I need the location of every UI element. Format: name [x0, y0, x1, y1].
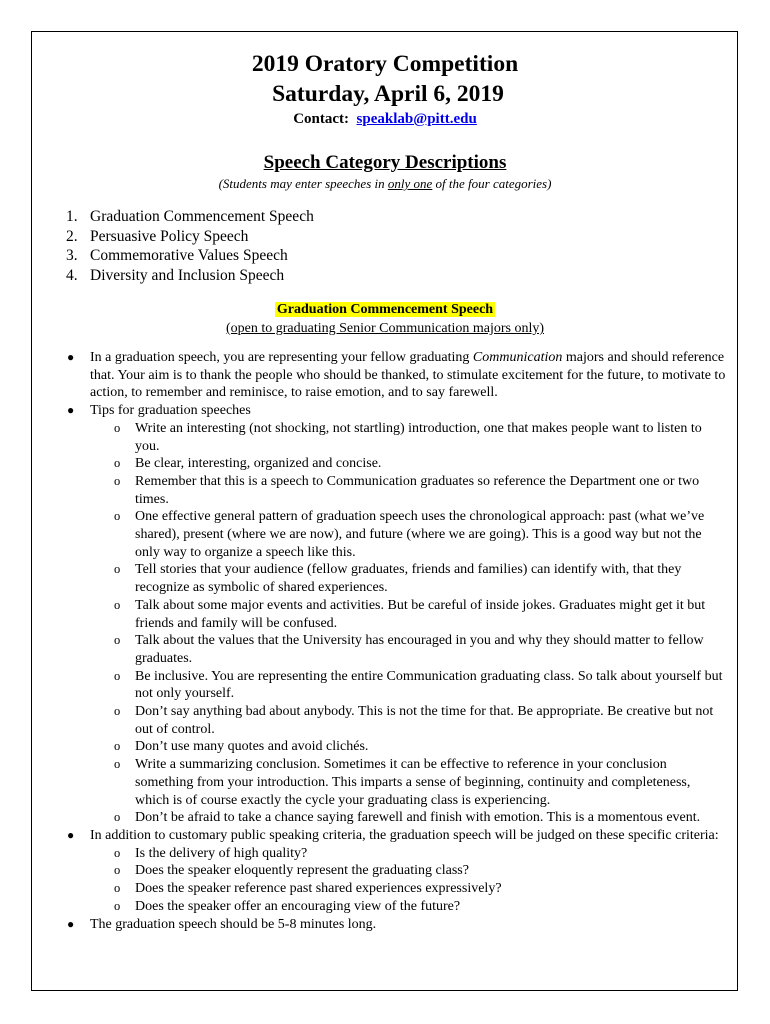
tip-item: o Be clear, interesting, organized and concise. — [114, 456, 382, 472]
contact-line — [0, 109, 770, 129]
list-item: 4. Diversity and Inclusion Speech — [66, 266, 285, 284]
bullet-icon: ● — [67, 916, 75, 931]
sub-bullet-icon: o — [114, 898, 121, 913]
sub-bullet-icon: o — [114, 739, 121, 754]
tip-item: o Write a summarizing conclusion. Sometimes it can be effective to reference in your conclusion something from your introduction. This imparts a sense of beginning, continuity and completeness, which is of course exactly the cycle your graduating class is experiencing. — [114, 757, 691, 808]
sub-bullet-icon: o — [114, 668, 121, 683]
tip-item: o Talk about some major events and activities. But be careful of inside jokes. Graduates might get it but friends and family will be confused. — [114, 597, 706, 631]
sub-bullet-icon: o — [114, 456, 121, 471]
sub-bullet-icon: o — [114, 810, 121, 825]
bullet-icon: ● — [67, 403, 75, 418]
sub-bullet-icon: o — [114, 757, 121, 772]
list-item: ● In addition to customary public speaking criteria, the graduation speech will be judged on these specific criteria: — [67, 827, 719, 843]
tip-item: o Don’t say anything bad about anybody. This is not the time for that. Be appropriate. Be creative but not out of control. — [114, 704, 714, 737]
criteria-item: o Does the speaker reference past shared experiences expressively? — [114, 881, 502, 897]
sub-bullet-icon: o — [114, 473, 121, 488]
tip-item: o Don’t use many quotes and avoid clichés. — [114, 739, 369, 755]
section-heading: Graduation Commencement Speech — [276, 302, 494, 317]
sub-bullet-icon: o — [114, 420, 121, 435]
sub-bullet-icon: o — [114, 597, 121, 612]
sub-bullet-icon: o — [114, 704, 121, 719]
tip-item: o Don’t be afraid to take a chance saying farewell and finish with emotion. This is a momentous event. — [114, 810, 701, 826]
section-subtitle: (open to graduating Senior Communication majors only) — [225, 321, 545, 336]
tip-item: o Write an interesting (not shocking, not startling) introduction, one that makes people want to listen to you. — [114, 420, 702, 454]
criteria-item: o Is the delivery of high quality? — [114, 845, 308, 861]
tip-item: o Tell stories that your audience (fellow graduates, friends and families) can identify with, that they recognize as symbolic of shared experiences. — [114, 562, 682, 596]
bullet-icon: ● — [67, 350, 75, 364]
section-body — [66, 349, 726, 933]
sub-bullet-icon: o — [114, 845, 121, 860]
list-item: ● Tips for graduation speeches — [67, 403, 251, 419]
categories-heading: Speech Category Descriptions — [263, 152, 507, 173]
list-item: ● In a graduation speech, you are representing your fellow graduating Communication majors and should reference that. Your aim is to thank the people who should be thanked, to stimulate excitement for the future, to motivate to action, to remember and reminisce, to raise emotion, and to say farewell. — [67, 350, 726, 401]
tip-item: o Talk about the values that the University has encouraged in you and why they should matter to fellow graduates. — [114, 633, 704, 666]
sub-bullet-icon: o — [114, 562, 121, 577]
page-title: 2019 Oratory Competition — [251, 51, 519, 77]
tip-item: o Remember that this is a speech to Communication graduates so reference the Department one or two times. — [114, 473, 700, 507]
contact-label: Contact: — [293, 111, 350, 127]
list-item: ● The graduation speech should be 5-8 minutes long. — [67, 916, 377, 932]
sub-bullet-icon: o — [114, 863, 121, 878]
list-item: 3. Commemorative Values Speech — [66, 247, 288, 264]
tip-item: o One effective general pattern of graduation speech uses the chronological approach: past (what we’ve shared), present (where we are now), and future (where we are going). This is a good way but not the only way to organize a speech like this. — [114, 509, 705, 560]
contact-email-link[interactable]: speaklab@pitt.edu — [356, 111, 477, 127]
sub-bullet-icon: o — [114, 509, 121, 524]
sub-bullet-icon: o — [114, 633, 121, 648]
criteria-item: o Does the speaker eloquently represent the graduating class? — [114, 863, 469, 879]
sub-bullet-icon: o — [114, 881, 121, 896]
event-date: Saturday, April 6, 2019 — [272, 81, 504, 107]
criteria-item: o Does the speaker offer an encouraging view of the future? — [114, 898, 461, 914]
category-list — [66, 207, 314, 285]
categories-note: (Students may enter speeches in only one of the four categories) — [218, 176, 552, 191]
bullet-icon: ● — [67, 827, 75, 842]
list-item: 1. Graduation Commencement Speech — [66, 208, 314, 225]
tip-item: o Be inclusive. You are representing the entire Communication graduating class. So talk about yourself but not only yourself. — [114, 668, 723, 702]
list-item: 2. Persuasive Policy Speech — [66, 227, 249, 245]
